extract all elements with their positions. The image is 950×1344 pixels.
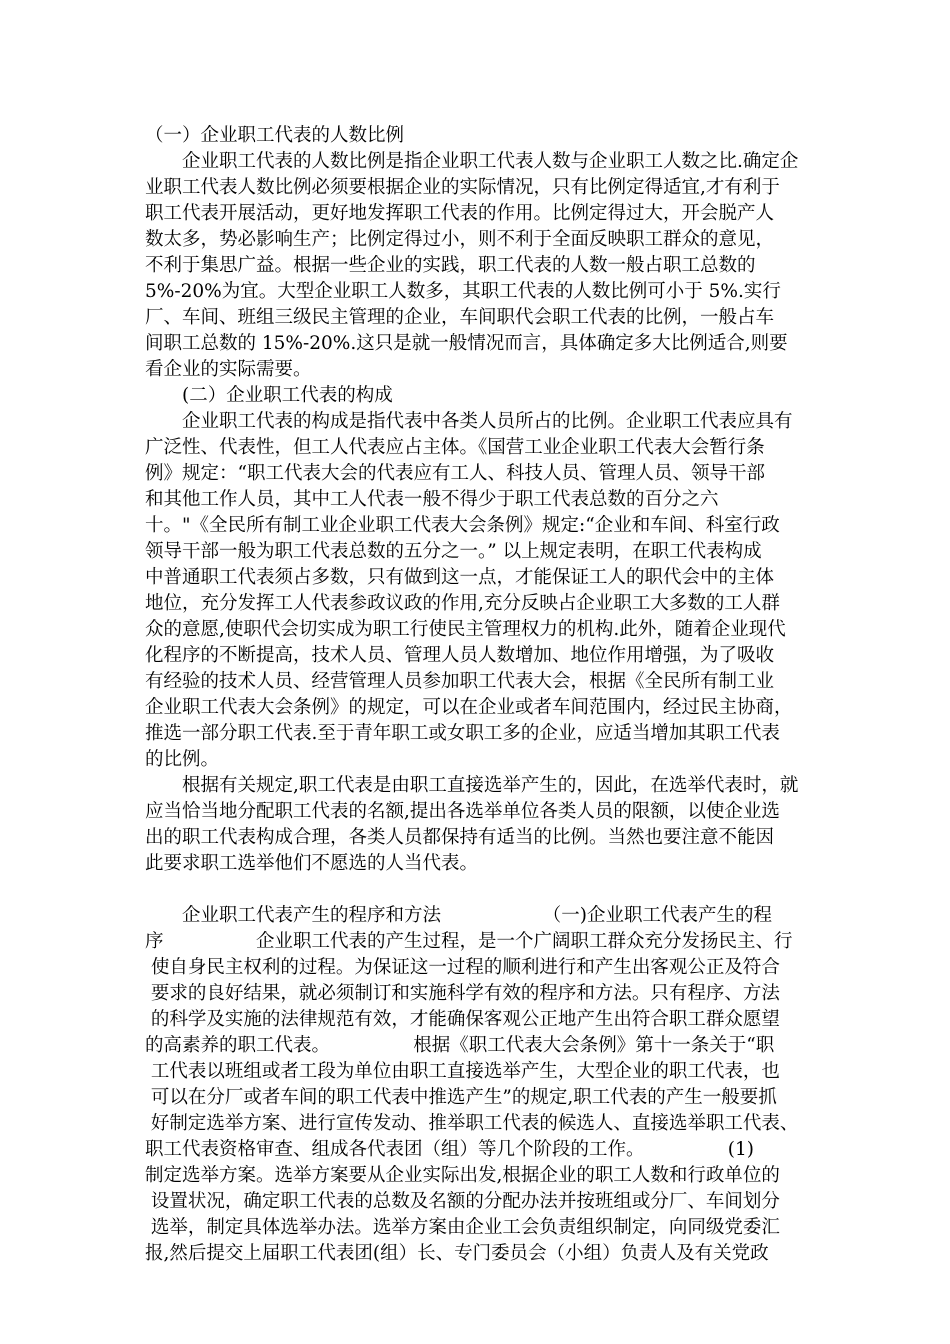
text-line: 化程序的不断提高，技术人员、管理人员人数增加、地位作用增强，为了吸收	[145, 645, 775, 666]
text-line: 的比例。	[145, 749, 220, 770]
text-line: 例》规定：“职工代表大会的代表应有工人、科技人员、管理人员、领导干部	[145, 463, 765, 484]
text-line: 出的职工代表构成合理，各类人员都保持有适当的比例。当然也要注意不能因	[145, 827, 775, 848]
text-line: 企业职工代表的构成是指代表中各类人员所占的比例。企业职工代表应具有	[145, 411, 793, 432]
text-line: 企业职工代表大会条例》的规定，可以在企业或者车间范围内，经过民主协商，	[145, 697, 793, 718]
text-line: 企业职工代表产生的程序和方法 （一)企业职工代表产生的程	[145, 905, 772, 926]
text-line: (二）企业职工代表的构成	[145, 385, 393, 406]
text-line: 和其他工作人员，其中工人代表一般不得少于职工代表总数的百分之六	[145, 489, 719, 510]
text-line: 间职工总数的 15%-20%.这只是就一般情况而言，具体确定多大比例适合,则要	[145, 333, 788, 354]
text-line: 的科学及实施的法律规范有效，才能确保客观公正地产生出符合职工群众愿望	[145, 1009, 780, 1030]
text-line: 使自身民主权利的过程。为保证这一过程的顺利进行和产生出客观公正及符合	[145, 957, 780, 978]
text-line: 设置状况，确定职工代表的总数及名额的分配办法并按班组或分厂、车间划分	[145, 1191, 780, 1212]
text-line: 可以在分厂或者车间的职工代表中推选产生”的规定,职工代表的产生一般要抓	[145, 1087, 777, 1108]
text-line: 职工代表开展活动，更好地发挥职工代表的作用。比例定得过大，开会脱产人	[145, 203, 775, 224]
text-line: 厂、车间、班组三级民主管理的企业，车间职代会职工代表的比例，一般占车	[145, 307, 775, 328]
text-line: 领导干部一般为职工代表总数的五分之一。” 以上规定表明，在职工代表构成	[145, 541, 762, 562]
text-line: 序 企业职工代表的产生过程，是一个广阔职工群众充分发扬民主、行	[145, 931, 793, 952]
text-line: 有经验的技术人员、经营管理人员参加职工代表大会，根据《全民所有制工业	[145, 671, 775, 692]
text-line: 5%-20%为宜。大型企业职工人数多，其职工代表的人数比例可小于 5%.实行	[145, 281, 781, 302]
text-line: 中普通职工代表须占多数，只有做到这一点，才能保证工人的职代会中的主体	[145, 567, 775, 588]
text-line: 制定选举方案。选举方案要从企业实际出发,根据企业的职工人数和行政单位的	[145, 1165, 780, 1186]
text-line: 业职工代表人数比例必须要根据企业的实际情况，只有比例定得适宜,才有利于	[145, 177, 780, 198]
text-line: 职工代表资格审查、组成各代表团（组）等几个阶段的工作。 (1)	[145, 1139, 754, 1160]
text-line: （一）企业职工代表的人数比例	[145, 125, 405, 146]
text-line: 此要求职工选举他们不愿选的人当代表。	[145, 853, 479, 874]
text-line: 众的意愿,使职代会切实成为职工行使民主管理权力的机构.此外，随着企业现代	[145, 619, 786, 640]
text-line: 广泛性、代表性，但工人代表应占主体。《国营工业企业职工代表大会暂行条	[145, 437, 765, 458]
text-line: 企业职工代表的人数比例是指企业职工代表人数与企业职工人数之比.确定企	[145, 151, 799, 172]
text-line: 应当恰当地分配职工代表的名额,提出各选举单位各类人员的限额，以使企业选	[145, 801, 780, 822]
text-line: 看企业的实际需要。	[145, 359, 312, 380]
text-line: 报,然后提交上届职工代表团(组）长、专门委员会（小组）负责人及有关党政	[145, 1243, 769, 1264]
text-line: 推选一部分职工代表.至于青年职工或女职工多的企业，应适当增加其职工代表	[145, 723, 780, 744]
text-line: 要求的良好结果，就必须制订和实施科学有效的程序和方法。只有程序、方法	[145, 983, 780, 1004]
text-line: 工代表以班组或者工段为单位由职工直接选举产生，大型企业的职工代表，也	[145, 1061, 780, 1082]
text-line: 十。"《全民所有制工业企业职工代表大会条例》规定:“企业和车间、科室行政	[145, 515, 780, 536]
text-line: 好制定选举方案、进行宣传发动、推举职工代表的候选人、直接选举职工代表、	[145, 1113, 799, 1134]
text-line: 根据有关规定,职工代表是由职工直接选举产生的，因此，在选举代表时，就	[145, 775, 799, 796]
text-line: 不利于集思广益。根据一些企业的实践，职工代表的人数一般占职工总数的	[145, 255, 756, 276]
text-line: 数太多，势必影响生产；比例定得过小，则不利于全面反映职工群众的意见，	[145, 229, 775, 250]
text-line: 选举，制定具体选举办法。选举方案由企业工会负责组织制定，向同级党委汇	[145, 1217, 780, 1238]
text-line: 地位，充分发挥工人代表参政议政的作用,充分反映占企业职工大多数的工人群	[145, 593, 780, 614]
text-line: 的高素养的职工代表。 根据《职工代表大会条例》第十一条关于“职	[145, 1035, 775, 1056]
